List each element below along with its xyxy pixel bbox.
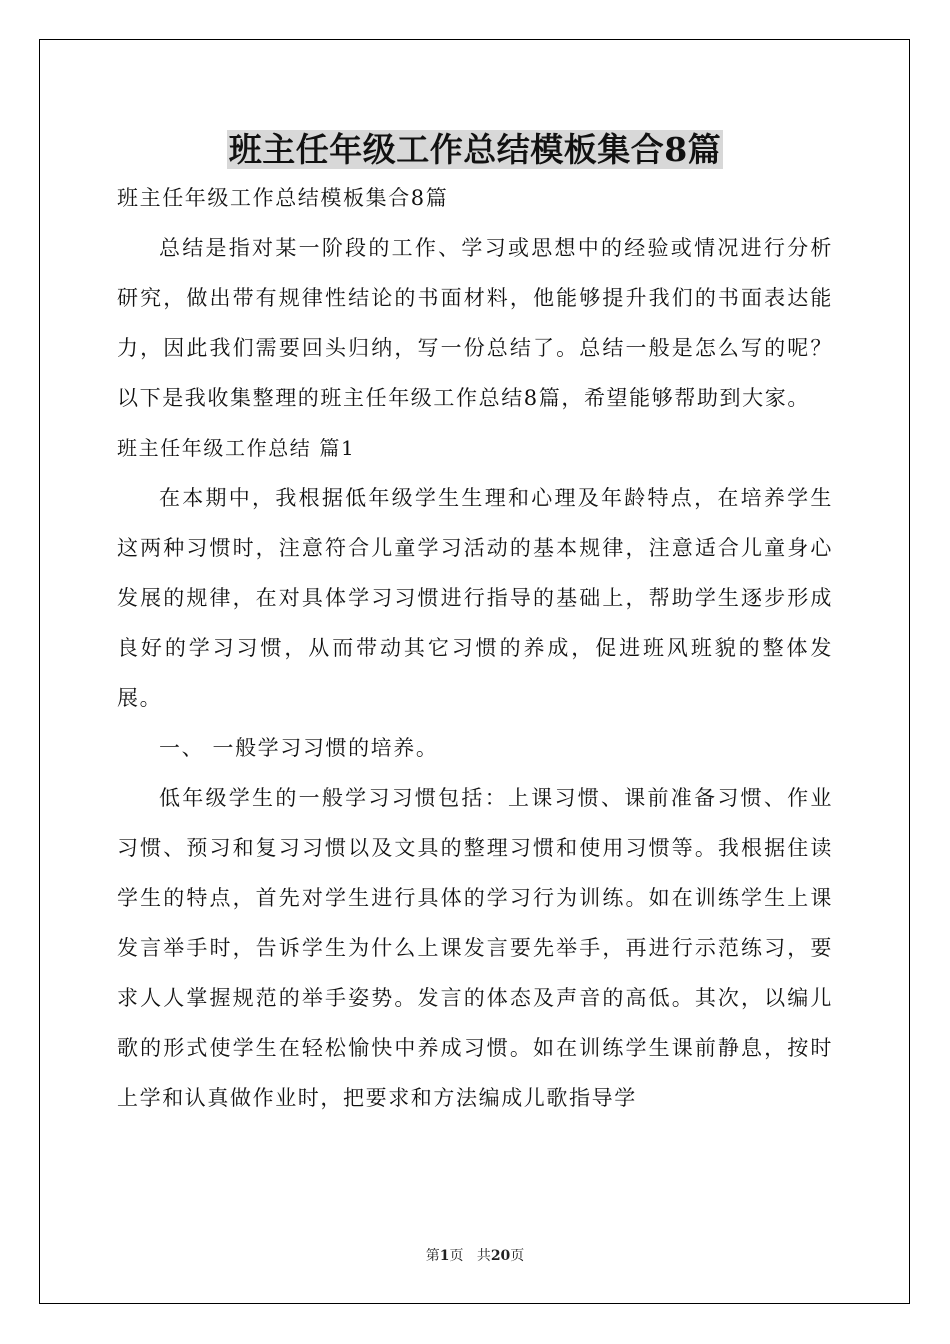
page-prefix: 第 bbox=[425, 1248, 440, 1264]
body-paragraph: 低年级学生的一般学习习惯包括：上课习惯、课前准备习惯、作业习惯、预习和复习习惯以及文具的整理习惯和使用习惯等。我根据住读学生的特点，首先对学生进行具体的学习行为训练。如在训练学生上课发言举手时，告诉学生为什么上课发言要先举手，再进行示范练习，要求人人掌握规范的举手姿势。发言的体态及声音的高低。其次，以编儿歌的形式使学生在轻松愉快中养成习惯。如在训练学生课前静息，按时上学和认真做作业时，把要求和方法编成儿歌指导学 bbox=[117, 786, 833, 1110]
total-suffix: 页 bbox=[510, 1248, 525, 1264]
document-subtitle: 班主任年级工作总结模板集合8篇 bbox=[117, 186, 449, 210]
total-pages: 20 bbox=[490, 1248, 511, 1264]
section-heading: 班主任年级工作总结 篇1 bbox=[117, 436, 356, 460]
document-title-text: 班主任年级工作总结模板集合8篇 bbox=[228, 130, 722, 169]
subsection-heading: 一、 一般学习习惯的培养。 bbox=[159, 736, 439, 760]
total-prefix: 共 bbox=[476, 1248, 491, 1264]
body-paragraph: 在本期中，我根据低年级学生生理和心理及年龄特点，在培养学生这两种习惯时，注意符合儿童学习活动的基本规律，注意适合儿童身心发展的规律，在对具体学习习惯进行指导的基础上，帮助学生逐步形成良好的学习习惯，从而带动其它习惯的养成，促进班风班貌的整体发展。 bbox=[117, 486, 833, 710]
document-body bbox=[117, 173, 833, 1123]
page-footer bbox=[0, 1246, 950, 1266]
intro-paragraph: 总结是指对某一阶段的工作、学习或思想中的经验或情况进行分析研究，做出带有规律性结论的书面材料，他能够提升我们的书面表达能力，因此我们需要回头归纳，写一份总结了。总结一般是怎么写的呢？以下是我收集整理的班主任年级工作总结8篇，希望能够帮助到大家。 bbox=[117, 236, 833, 410]
document-title bbox=[0, 127, 950, 173]
page-number: 1 bbox=[439, 1248, 450, 1264]
page-suffix: 页 bbox=[449, 1248, 464, 1264]
